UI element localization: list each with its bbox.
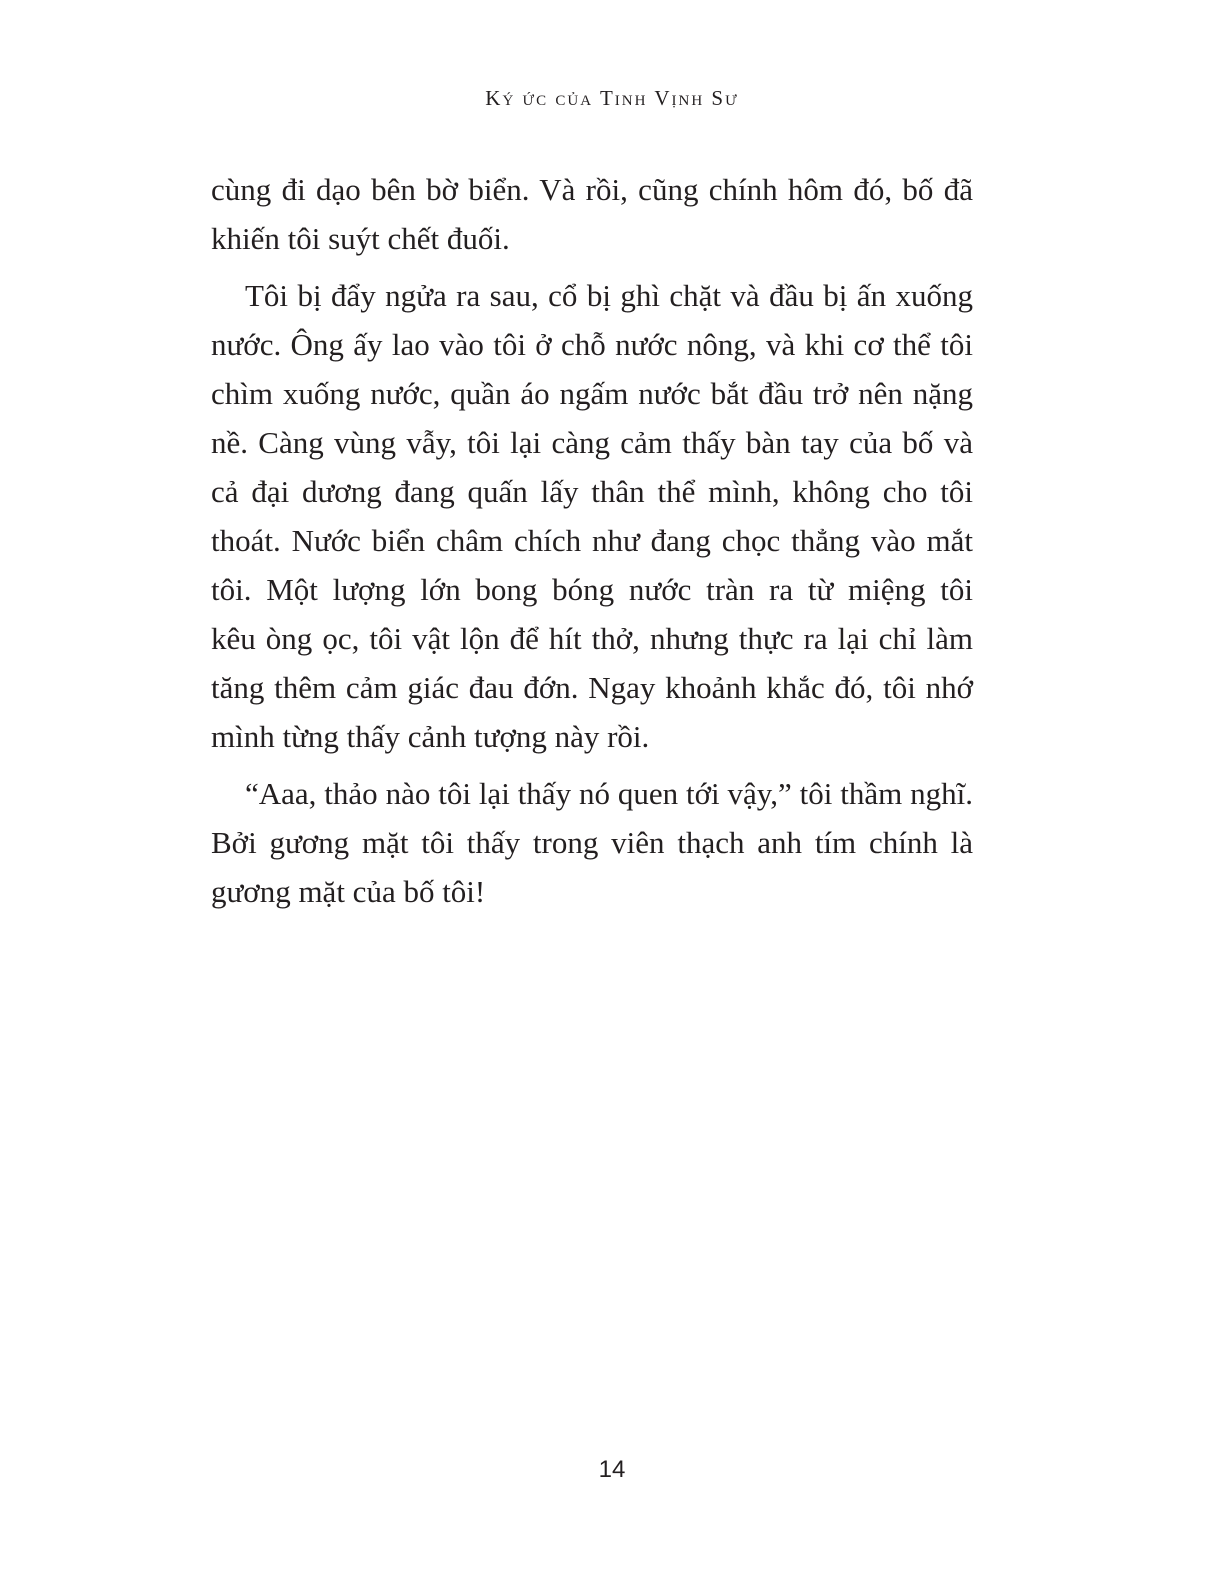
text-line: gương mặt của bố tôi!	[211, 874, 486, 909]
text-line: kêu òng ọc, tôi vật lộn để hít thở, nhưng thực ra lại chỉ làm	[211, 621, 973, 656]
paragraph-3	[211, 769, 973, 916]
text-line: chìm xuống nước, quần áo ngấm nước bắt đầu trở nên nặng	[211, 376, 973, 411]
text-line: Tôi bị đẩy ngửa ra sau, cổ bị ghì chặt và đầu bị ấn xuống	[245, 278, 973, 313]
text-line: mình từng thấy cảnh tượng này rồi.	[211, 719, 650, 754]
body-text	[211, 165, 973, 916]
text-line: nề. Càng vùng vẫy, tôi lại càng cảm thấy bàn tay của bố và	[211, 425, 973, 460]
page-number: 14	[598, 1456, 626, 1483]
paragraph-2	[211, 271, 973, 761]
text-line: thoát. Nước biển châm chích như đang chọc thẳng vào mắt	[211, 523, 973, 558]
text-line: nước. Ông ấy lao vào tôi ở chỗ nước nông, và khi cơ thể tôi	[211, 327, 973, 362]
text-line: khiến tôi suýt chết đuối.	[211, 221, 510, 256]
running-header-title: Ký ức của Tinh Vịnh Sư	[485, 86, 739, 110]
text-line: cả đại dương đang quấn lấy thân thể mình, không cho tôi	[211, 474, 973, 509]
text-line: cùng đi dạo bên bờ biển. Và rồi, cũng chính hôm đó, bố đã	[211, 172, 973, 207]
text-line: tôi. Một lượng lớn bong bóng nước tràn ra từ miệng tôi	[211, 572, 973, 607]
text-line: “Aaa, thảo nào tôi lại thấy nó quen tới vậy,” tôi thầm nghĩ.	[245, 776, 973, 811]
text-line: tăng thêm cảm giác đau đớn. Ngay khoảnh khắc đó, tôi nhớ	[211, 670, 973, 705]
paragraph-1	[211, 165, 973, 263]
text-line: Bởi gương mặt tôi thấy trong viên thạch anh tím chính là	[211, 825, 973, 860]
